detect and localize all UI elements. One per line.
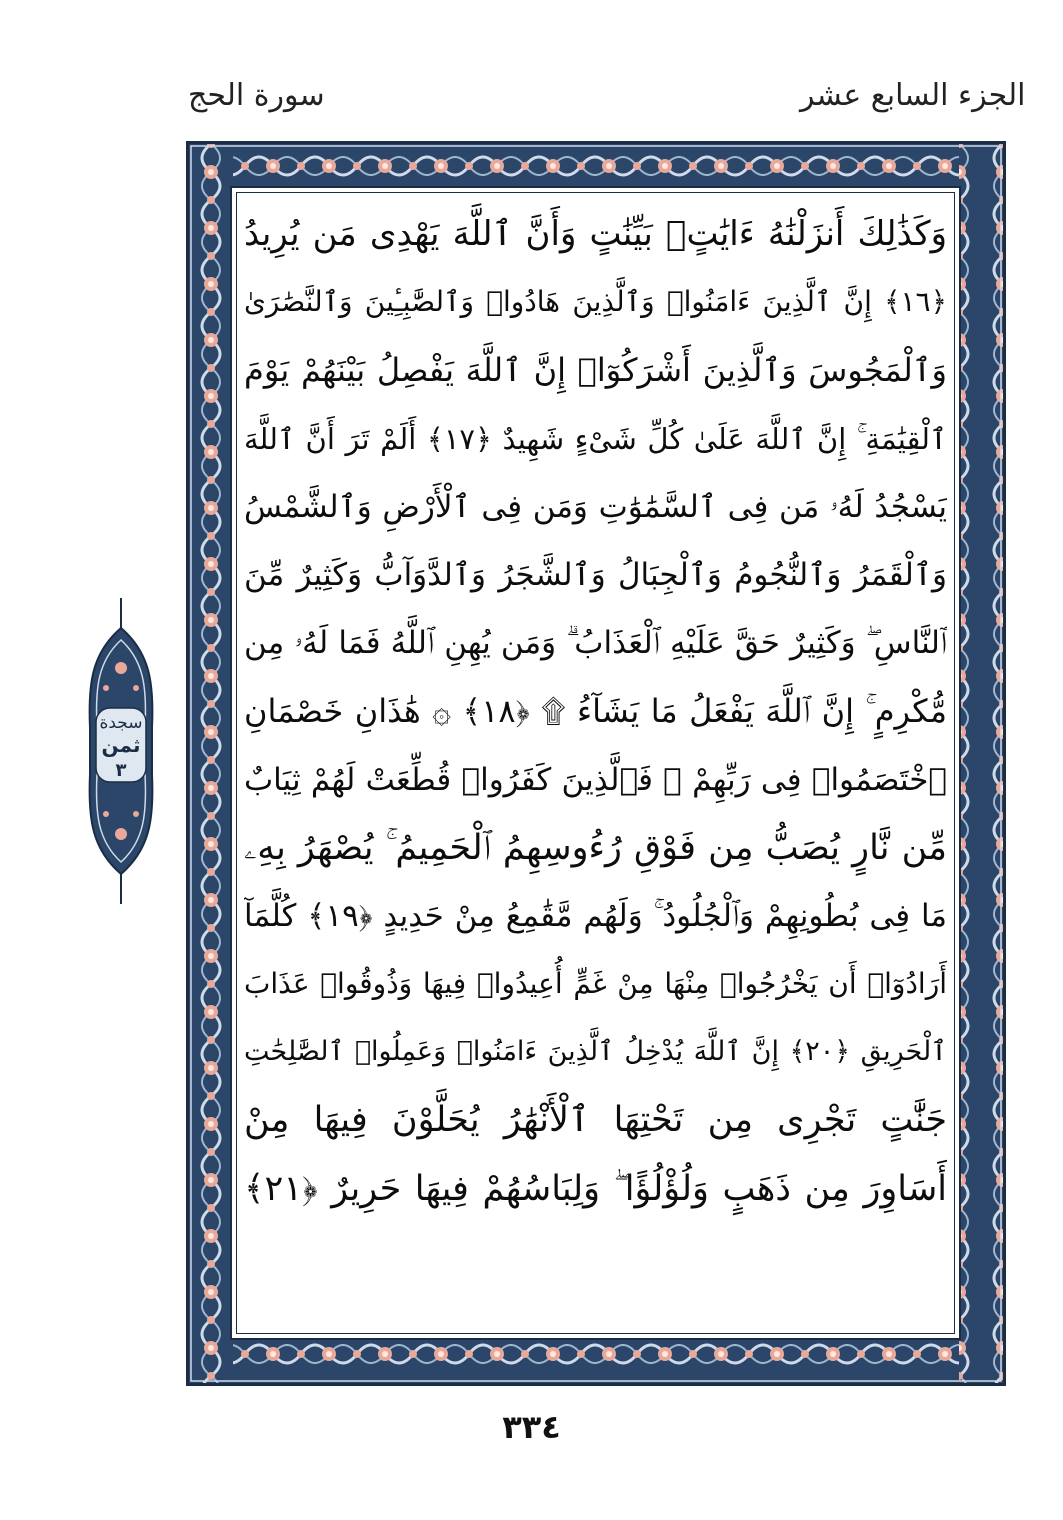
text-line-7: ٱلنَّاسِ ۖ وَكَثِيرٌ حَقَّ عَلَيْهِ ٱلْعَذَابُ ۗ وَمَن يُهِنِ ٱللَّهُ فَمَا لَهُۥ مِن	[244, 625, 947, 662]
page-number: ٣٣٤	[502, 1408, 561, 1446]
text-line-9: ٱخْتَصَمُوا۟ فِى رَبِّهِمْ ۖ فَٱلَّذِينَ كَفَرُوا۟ قُطِّعَتْ لَهُمْ ثِيَابٌ	[244, 761, 947, 798]
text-line-6: وَٱلْقَمَرُ وَٱلنُّجُومُ وَٱلْجِبَالُ وَٱلشَّجَرُ وَٱلدَّوَآبُّ وَكَثِيرٌ مِّنَ	[244, 556, 947, 593]
verse-text-block	[244, 200, 947, 1223]
text-line-5: يَسْجُدُ لَهُۥ مَن فِى ٱلسَّمَٰوَٰتِ وَمَن فِى ٱلْأَرْضِ وَٱلشَّمْسُ	[244, 488, 947, 525]
thumn-label: ثمن	[101, 733, 141, 757]
hizb-number: ٣	[115, 760, 127, 781]
juz-title: الجزء السابع عشر	[800, 78, 1026, 113]
text-line-15: أَسَاوِرَ مِن ذَهَبٍ وَلُؤْلُؤًا ۖ وَلِبَاسُهُمْ فِيهَا حَرِيرٌ ﴿٢١﴾	[244, 1168, 947, 1209]
text-line-14: جَنَّٰتٍ تَجْرِى مِن تَحْتِهَا ٱلْأَنْهَٰرُ يُحَلَّوْنَ فِيهَا مِنْ	[244, 1100, 947, 1141]
surah-title: سورة الحج	[188, 78, 325, 113]
text-line-13: ٱلْحَرِيقِ ﴿٢٠﴾ إِنَّ ٱللَّهَ يُدْخِلُ ٱلَّذِينَ ءَامَنُوا۟ وَعَمِلُوا۟ ٱلصَّٰلِحَٰتِ	[244, 1036, 947, 1068]
text-line-1: وَكَذَٰلِكَ أَنزَلْنَٰهُ ءَايَٰتٍۭ بَيِّنَٰتٍ وَأَنَّ ٱللَّهَ يَهْدِى مَن يُرِيدُ	[244, 214, 947, 254]
text-line-3: وَٱلْمَجُوسَ وَٱلَّذِينَ أَشْرَكُوٓا۟ إِنَّ ٱللَّهَ يَفْصِلُ بَيْنَهُمْ يَوْمَ	[244, 351, 947, 390]
text-line-12: أَرَادُوٓا۟ أَن يَخْرُجُوا۟ مِنْهَا مِنْ غَمٍّ أُعِيدُوا۟ فِيهَا وَذُوقُوا۟ عَذَابَ	[244, 967, 947, 1001]
text-line-11: مَا فِى بُطُونِهِمْ وَٱلْجُلُودُ ۚ وَلَهُم مَّقَٰمِعُ مِنْ حَدِيدٍ ﴿١٩﴾ كُلَّمَآ	[244, 897, 947, 934]
sajda-label: سجدة	[99, 713, 143, 733]
text-line-10: مِّن نَّارٍ يُصَبُّ مِن فَوْقِ رُءُوسِهِمُ ٱلْحَمِيمُ ۚ يُصْهَرُ بِهِۦ	[244, 827, 947, 868]
text-line-8: مُّكْرِمٍ ۚ إِنَّ ٱللَّهَ يَفْعَلُ مَا يَشَآءُ ۩ ﴿١٨﴾ ۞ هَٰذَانِ خَصْمَانِ	[244, 692, 947, 731]
text-line-4: ٱلْقِيَٰمَةِ ۚ إِنَّ ٱللَّهَ عَلَىٰ كُلِّ شَىْءٍ شَهِيدٌ ﴿١٧﴾ أَلَمْ تَرَ أَنَّ ٱللَّهَ	[244, 421, 947, 456]
text-line-2: ﴿١٦﴾ إِنَّ ٱلَّذِينَ ءَامَنُوا۟ وَٱلَّذِينَ هَادُوا۟ وَٱلصَّٰبِـِٔينَ وَٱلنَّصَٰرَىٰ	[244, 285, 947, 319]
